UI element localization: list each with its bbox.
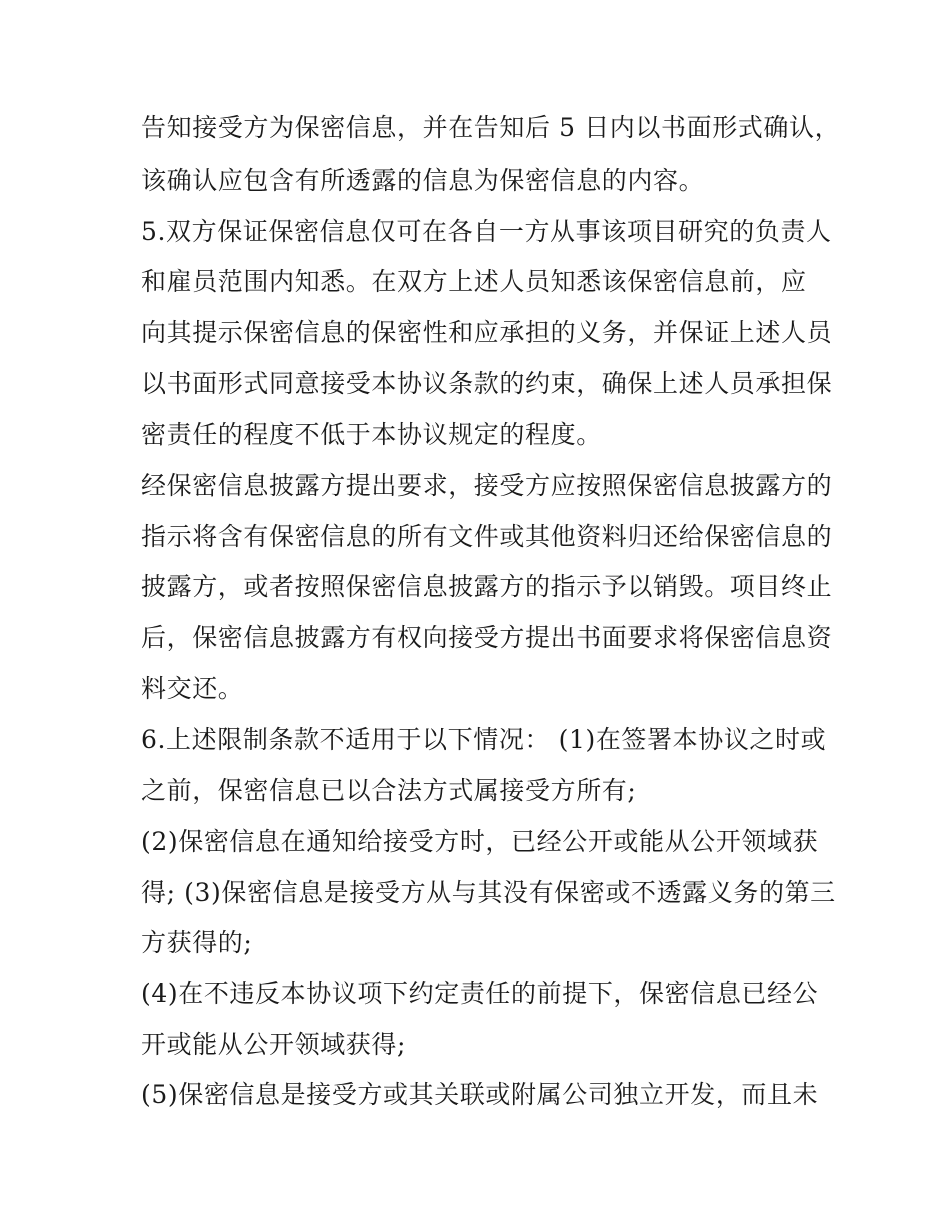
text-line: 该确认应包含有所透露的信息为保密信息的内容。 [141, 166, 705, 195]
text-line: 披露方，或者按照保密信息披露方的指示予以销毁。项目终止 [141, 572, 833, 601]
text-line: (5)保密信息是接受方或其关联或附属公司独立开发，而且未 [141, 1080, 819, 1109]
text-line: 向其提示保密信息的保密性和应承担的义务，并保证上述人员 [141, 318, 833, 347]
text-line: 5.双方保证保密信息仅可在各自一方从事该项目研究的负责人 [141, 217, 832, 246]
text-line: 得; (3)保密信息是接受方从与其没有保密或不透露义务的第三 [141, 878, 836, 907]
text-line: 之前，保密信息已以合法方式属接受方所有; [141, 776, 637, 805]
text-line: 指示将含有保密信息的所有文件或其他资料归还给保密信息的 [141, 522, 833, 551]
text-line: 方获得的; [141, 928, 253, 957]
text-line: 和雇员范围内知悉。在双方上述人员知悉该保密信息前，应 [141, 267, 807, 296]
text-line: 告知接受方为保密信息，并在告知后 5 日内以书面形式确认， [141, 113, 841, 142]
text-line: 密责任的程度不低于本协议规定的程度。 [141, 420, 602, 449]
text-line: 开或能从公开领域获得; [141, 1030, 407, 1059]
text-line: 6.上述限制条款不适用于以下情况： (1)在签署本协议之时或 [141, 725, 827, 754]
text-line: (4)在不违反本协议项下约定责任的前提下，保密信息已经公 [141, 979, 819, 1008]
text-line: 后，保密信息披露方有权向接受方提出书面要求将保密信息资 [141, 623, 833, 652]
text-line: 料交还。 [141, 674, 244, 703]
text-line: (2)保密信息在通知给接受方时，已经公开或能从公开领域获 [141, 827, 819, 856]
text-line: 经保密信息披露方提出要求，接受方应按照保密信息披露方的 [141, 471, 833, 500]
text-line: 以书面形式同意接受本协议条款的约束，确保上述人员承担保 [141, 369, 833, 398]
